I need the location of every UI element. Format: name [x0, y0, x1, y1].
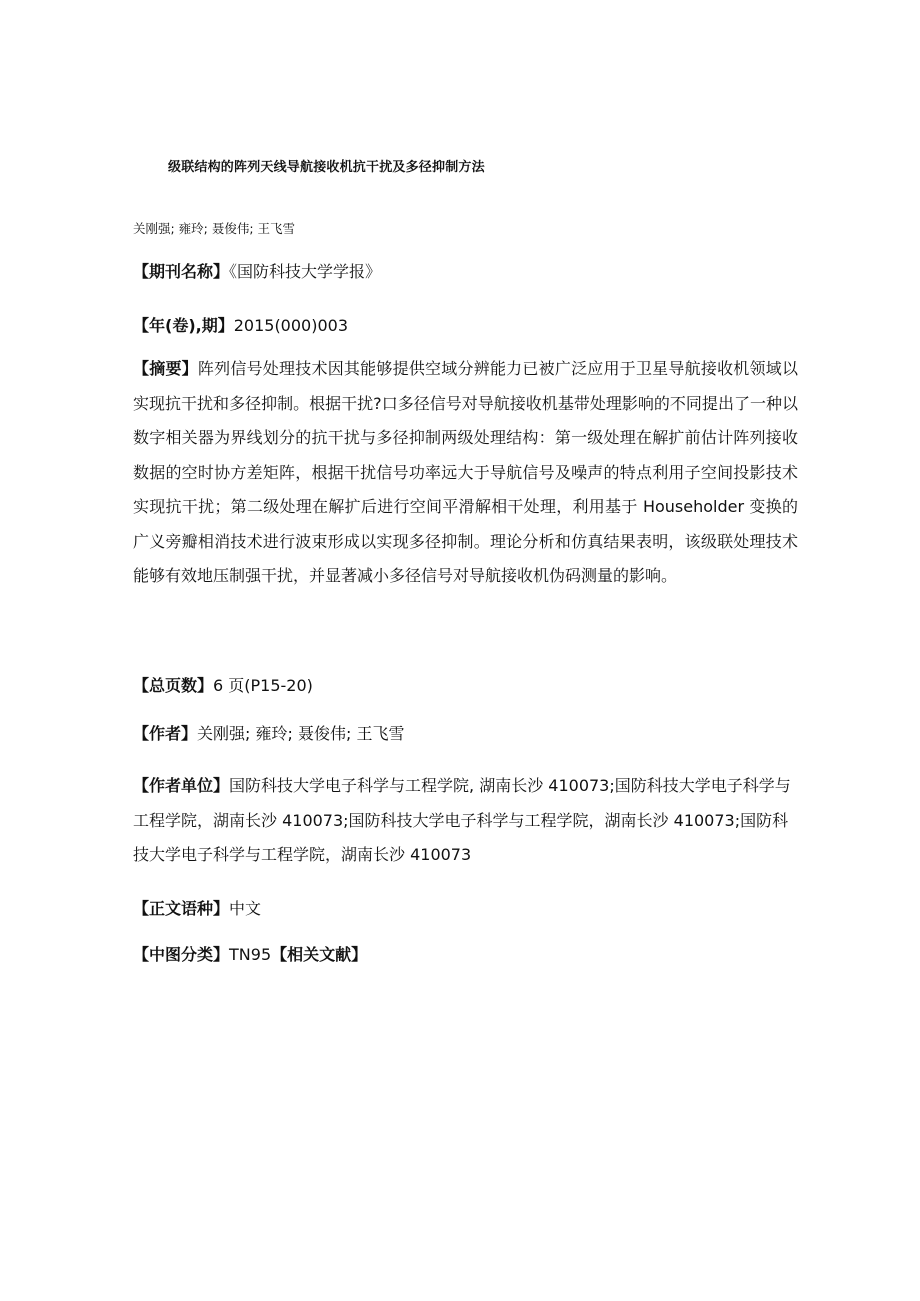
document-title: 级联结构的阵列天线导航接收机抗干扰及多径抑制方法	[168, 160, 485, 175]
classification-label: 【中图分类】	[133, 945, 230, 964]
total-pages-field	[133, 669, 798, 704]
classification-value: TN95	[229, 945, 272, 964]
abstract-text: 阵列信号处理技术因其能够提供空域分辨能力已被广泛应用于卫星导航接收机领域以实现抗干扰和多径抑制。根据干扰?口多径信号对导航接收机基带处理影响的不同提出了一种以数字相关器为界线划分的抗干扰与多径抑制两级处理结构：第一级处理在解扩前估计阵列接收数据的空时协方差矩阵，根据干扰信号功率远大于导航信号及噪声的特点利用子空间投影技术实现抗干扰；第二级处理在解扩后进行空间平滑解相干处理，利用基于 Householder 变换的广义旁瓣相消技术进行波束形成以实现多径抑制。理论分析和仿真结果表明，该级联处理技术能够有效地压制强干扰，并显著减小多径信号对导航接收机伪码测量的影响。	[133, 359, 798, 585]
classification-field	[133, 938, 798, 973]
total-pages-value: 6 页(P15-20)	[213, 676, 313, 695]
year-issue-value: 2015(000)003	[233, 316, 348, 335]
year-issue-label: 【年(卷),期】	[133, 316, 234, 335]
language-value: 中文	[229, 899, 262, 918]
affiliation-value: 国防科技大学电子科学与工程学院, 湖南长沙 410073;国防科技大学电子科学与工程学院，湖南长沙 410073;国防科技大学电子科学与工程学院，湖南长沙 410073;国防科技大学电子科学与工程学院，湖南长沙 410073	[133, 776, 791, 864]
affiliation-field	[133, 769, 798, 873]
abstract-label: 【摘要】	[133, 359, 198, 378]
author-field	[133, 717, 798, 752]
journal-field	[133, 255, 798, 290]
language-field	[133, 892, 798, 927]
related-literature-label: 【相关文献】	[271, 945, 368, 964]
author-label: 【作者】	[133, 724, 198, 743]
total-pages-label: 【总页数】	[133, 676, 214, 695]
journal-value: 《国防科技大学学报》	[229, 262, 382, 281]
year-issue-field	[133, 309, 798, 344]
author-value: 关刚强; 雍玲; 聂俊伟; 王飞雪	[197, 724, 405, 743]
journal-label: 【期刊名称】	[133, 262, 230, 281]
authors-line: 关刚强; 雍玲; 聂俊伟; 王飞雪	[133, 221, 296, 236]
abstract-field	[133, 352, 798, 594]
language-label: 【正文语种】	[133, 899, 230, 918]
affiliation-label: 【作者单位】	[133, 776, 230, 795]
